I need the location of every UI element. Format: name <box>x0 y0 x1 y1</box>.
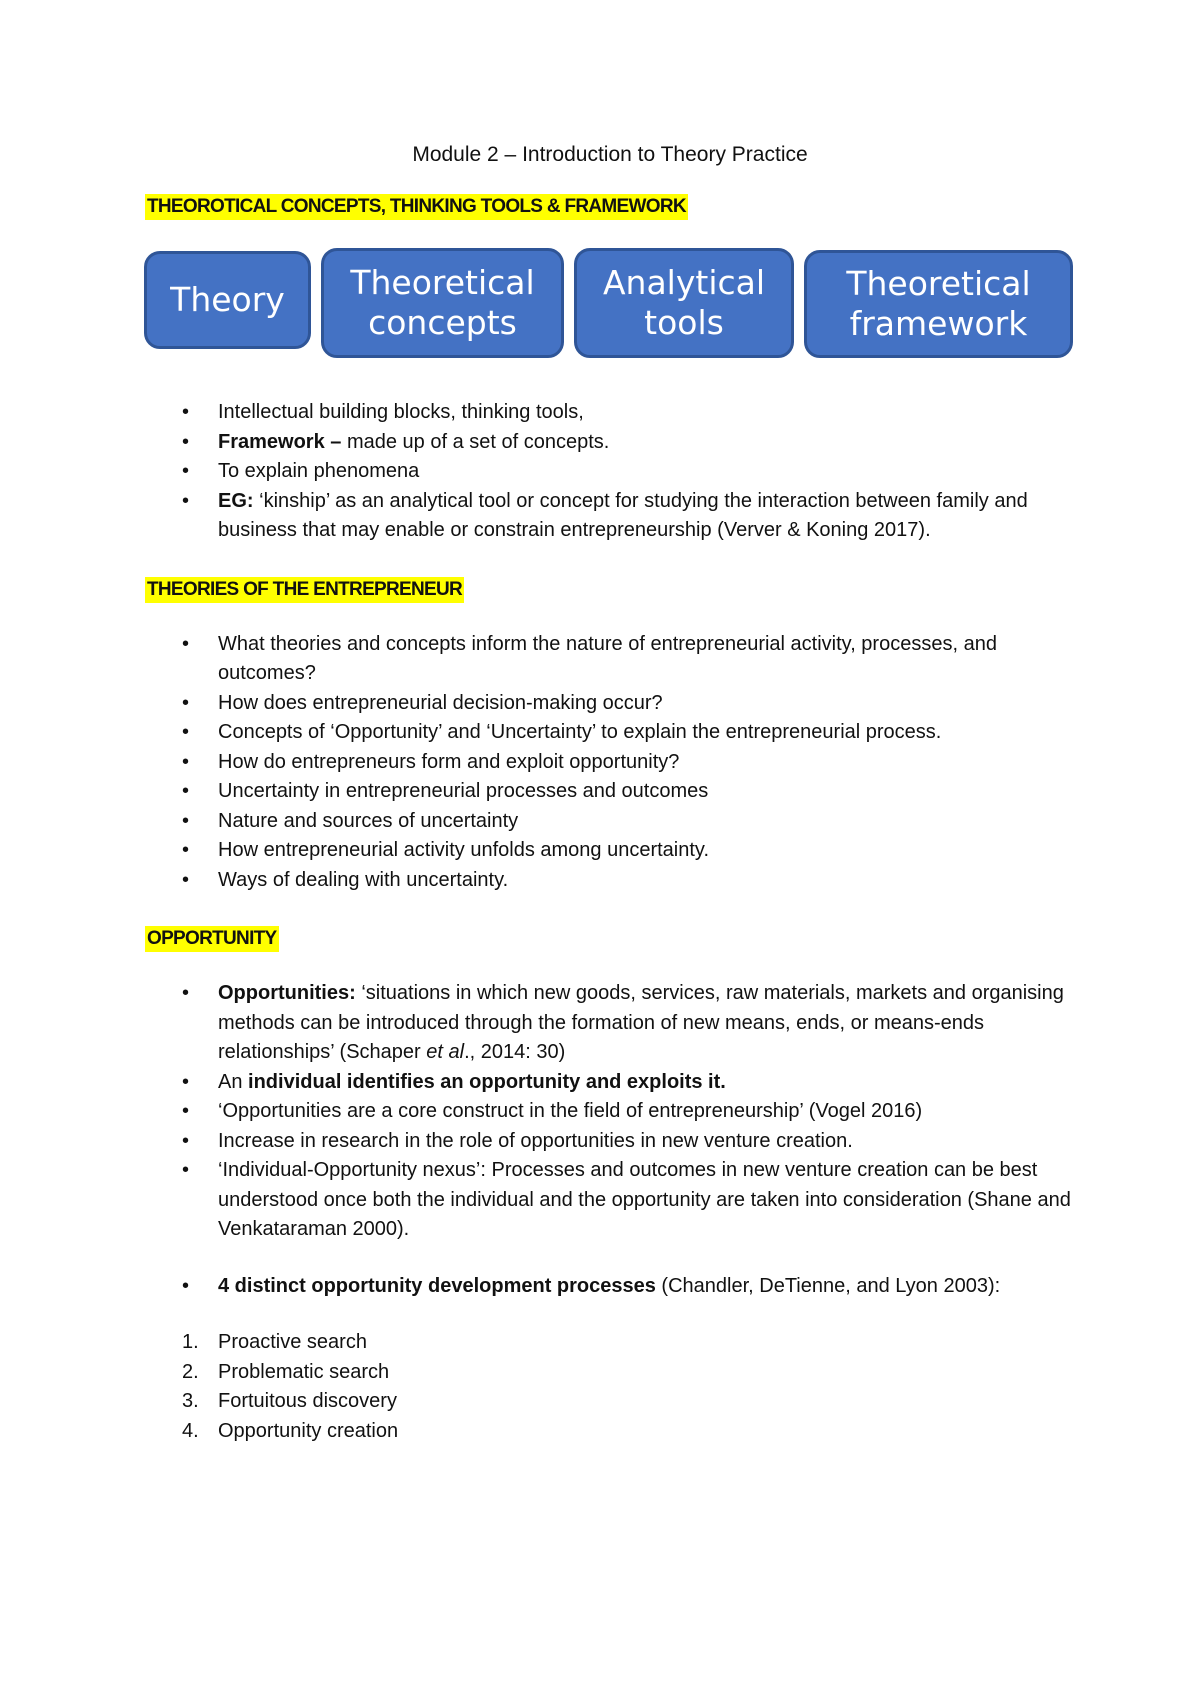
box-theoretical-concepts-line2: concepts <box>368 303 517 342</box>
list-item: • Increase in research in the role of opportunities in new venture creation. <box>144 1127 1075 1157</box>
box-theoretical-framework-line1: Theoretical <box>846 264 1031 303</box>
bullet-bold: EG: <box>218 489 254 512</box>
list-number: 1. <box>182 1331 199 1353</box>
box-analytical-tools-line2: tools <box>644 303 724 342</box>
bullet-text: ‘kinship’ as an analytical tool or concept for studying the interaction between family and business that may enable or constrain entrepreneurship (Verver & Koning 2017). <box>218 489 1028 541</box>
list-item: • How entrepreneurial activity unfolds among uncertainty. <box>144 836 1075 866</box>
box-analytical-tools-line1: Analytical <box>602 263 766 302</box>
list-item: • Nature and sources of uncertainty <box>144 807 1075 837</box>
list-item: • Uncertainty in entrepreneurial processes and outcomes <box>144 777 1075 807</box>
list-number: 2. <box>182 1360 199 1383</box>
concepts-bullet-list <box>145 398 1075 546</box>
bullet-text: Intellectual building blocks, thinking tools, <box>218 401 584 423</box>
bullet-bold: Opportunities: <box>218 982 356 1004</box>
processes-intro-list <box>145 1272 1075 1302</box>
box-theoretical-framework <box>804 250 1073 358</box>
section-heading-opportunity: OPPORTUNITY <box>145 926 279 952</box>
list-item <box>144 979 1075 1068</box>
bullet-text: To explain phenomena <box>218 460 420 482</box>
bullet-text: (Chandler, DeTienne, and Lyon 2003): <box>655 1274 1001 1297</box>
bullet-text: ‘situations in which new goods, services, raw materials, markets and organising methods can be introduced through the formation of new means, ends, or means-ends relationships’ (Schaper <box>218 982 1064 1063</box>
list-item <box>144 428 1075 458</box>
page-title: Module 2 – Introduction to Theory Practice <box>412 143 808 166</box>
box-theoretical-concepts <box>321 248 564 358</box>
list-item: • How does entrepreneurial decision-making occur? <box>144 689 1075 719</box>
box-theory <box>144 251 311 349</box>
list-item: • Concepts of ‘Opportunity’ and ‘Uncertainty’ to explain the entrepreneurial process. <box>144 718 1075 748</box>
bullet-bold: Framework – <box>218 430 342 453</box>
box-analytical-tools <box>574 248 794 358</box>
theories-bullet-list <box>145 630 1075 896</box>
bullet-text: made up of a set of concepts. <box>341 430 610 453</box>
list-item: • Ways of dealing with uncertainty. <box>144 866 1075 896</box>
box-theoretical-concepts-line1: Theoretical <box>350 263 535 302</box>
bullet-bold: 4 distinct opportunity development processes <box>218 1274 656 1297</box>
list-item <box>144 1417 1075 1447</box>
list-item <box>144 1068 1075 1098</box>
section-heading-concepts: THEOROTICAL CONCEPTS, THINKING TOOLS & FRAMEWORK <box>145 194 688 220</box>
list-text: Opportunity creation <box>218 1419 399 1442</box>
bullet-text: An <box>218 1070 249 1093</box>
list-item <box>144 1272 1075 1302</box>
section-heading-theories: THEORIES OF THE ENTREPRENEUR <box>145 577 464 603</box>
document-body <box>145 143 1075 1446</box>
list-text: Fortuitous discovery <box>218 1390 397 1412</box>
list-item <box>144 1387 1075 1417</box>
list-item: • What theories and concepts inform the nature of entrepreneurial activity, processes, and outcomes? <box>144 630 1075 689</box>
list-item <box>144 1328 1075 1358</box>
list-item <box>144 487 1075 546</box>
list-number: 3. <box>182 1390 199 1412</box>
list-item: • How do entrepreneurs form and exploit opportunity? <box>144 748 1075 778</box>
bullet-bold: individual identifies an opportunity and exploits it. <box>248 1070 726 1093</box>
opportunity-bullet-list <box>145 979 1075 1245</box>
list-item <box>144 398 1075 428</box>
list-item: • ‘Individual-Opportunity nexus’: Processes and outcomes in new venture creation can be best understood once both the individual and the opportunity are taken into consideration (Shane and Venkataraman 2000). <box>144 1156 1075 1245</box>
concept-boxes <box>144 248 1075 358</box>
list-text: Problematic search <box>218 1360 390 1383</box>
list-item: • ‘Opportunities are a core construct in the field of entrepreneurship’ (Vogel 2016) <box>144 1097 1075 1127</box>
processes-numbered-list <box>145 1328 1075 1446</box>
list-item <box>144 457 1075 487</box>
list-number: 4. <box>182 1419 199 1442</box>
bullet-text: ., 2014: 30) <box>464 1041 566 1063</box>
list-item <box>144 1358 1075 1388</box>
list-text: Proactive search <box>218 1331 367 1353</box>
bullet-italic: et al <box>426 1041 465 1063</box>
box-theoretical-framework-line2: framework <box>849 304 1028 343</box>
box-theory-label: Theory <box>170 280 285 319</box>
